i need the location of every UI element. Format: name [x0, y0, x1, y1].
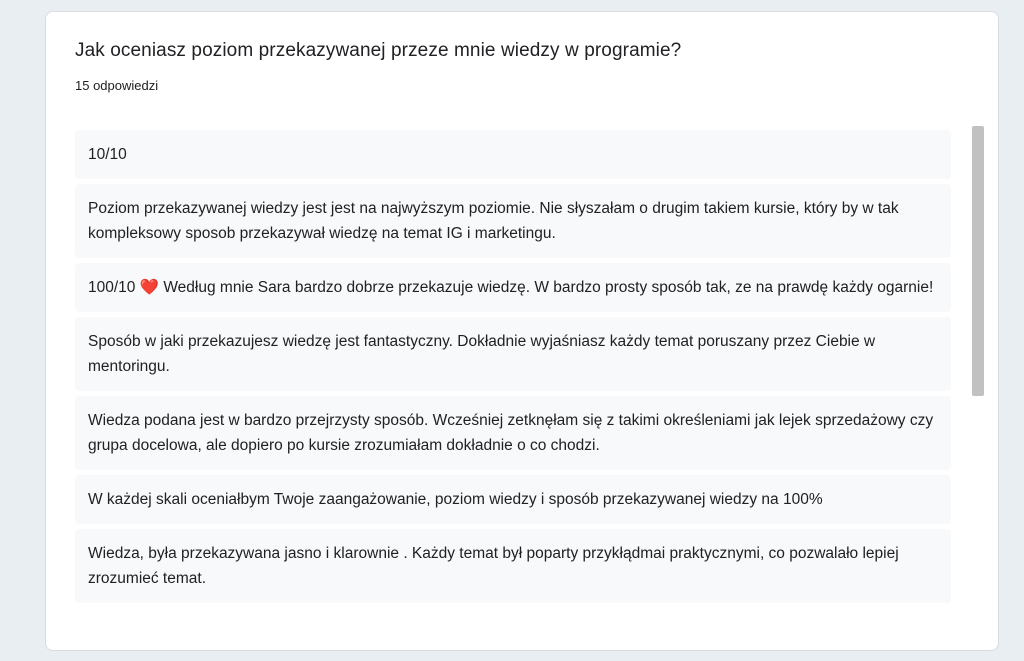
response-item: 100/10 ❤️ Według mnie Sara bardzo dobrze przekazuje wiedzę. W bardzo prosty sposób tak, ze na prawdę każdy ogarnie! [75, 263, 951, 312]
responses-scrollbar[interactable] [972, 126, 984, 626]
question-card [45, 11, 999, 651]
response-item: Wiedza podana jest w bardzo przejrzysty sposób. Wcześniej zetknęłam się z takimi określeniami jak lejek sprzedażowy czy grupa docelowa, ale dopiero po kursie zrozumiałam dokładnie o co chodzi. [75, 396, 951, 470]
response-item: 10/10 [75, 130, 951, 179]
scrollbar-thumb[interactable] [972, 126, 984, 396]
response-count: 15 odpowiedzi [75, 78, 159, 93]
response-item: Wiedza, była przekazywana jasno i klarownie . Każdy temat był poparty przykłądmai praktycznymi, co pozwalało lepiej zrozumieć temat. [75, 529, 951, 603]
responses-list [75, 130, 951, 626]
response-item: Sposób w jaki przekazujesz wiedzę jest fantastyczny. Dokładnie wyjaśniasz każdy temat poruszany przez Ciebie w mentoringu. [75, 317, 951, 391]
response-item: Poziom przekazywanej wiedzy jest jest na najwyższym poziomie. Nie słyszałam o drugim takiem kursie, który by w tak kompleksowy sposob przekazywał wiedzę na temat IG i marketingu. [75, 184, 951, 258]
response-item: W każdej skali oceniałbym Twoje zaangażowanie, poziom wiedzy i sposób przekazywanej wiedzy na 100% [75, 475, 951, 524]
question-title: Jak oceniasz poziom przekazywanej przeze mnie wiedzy w programie? [75, 40, 682, 61]
